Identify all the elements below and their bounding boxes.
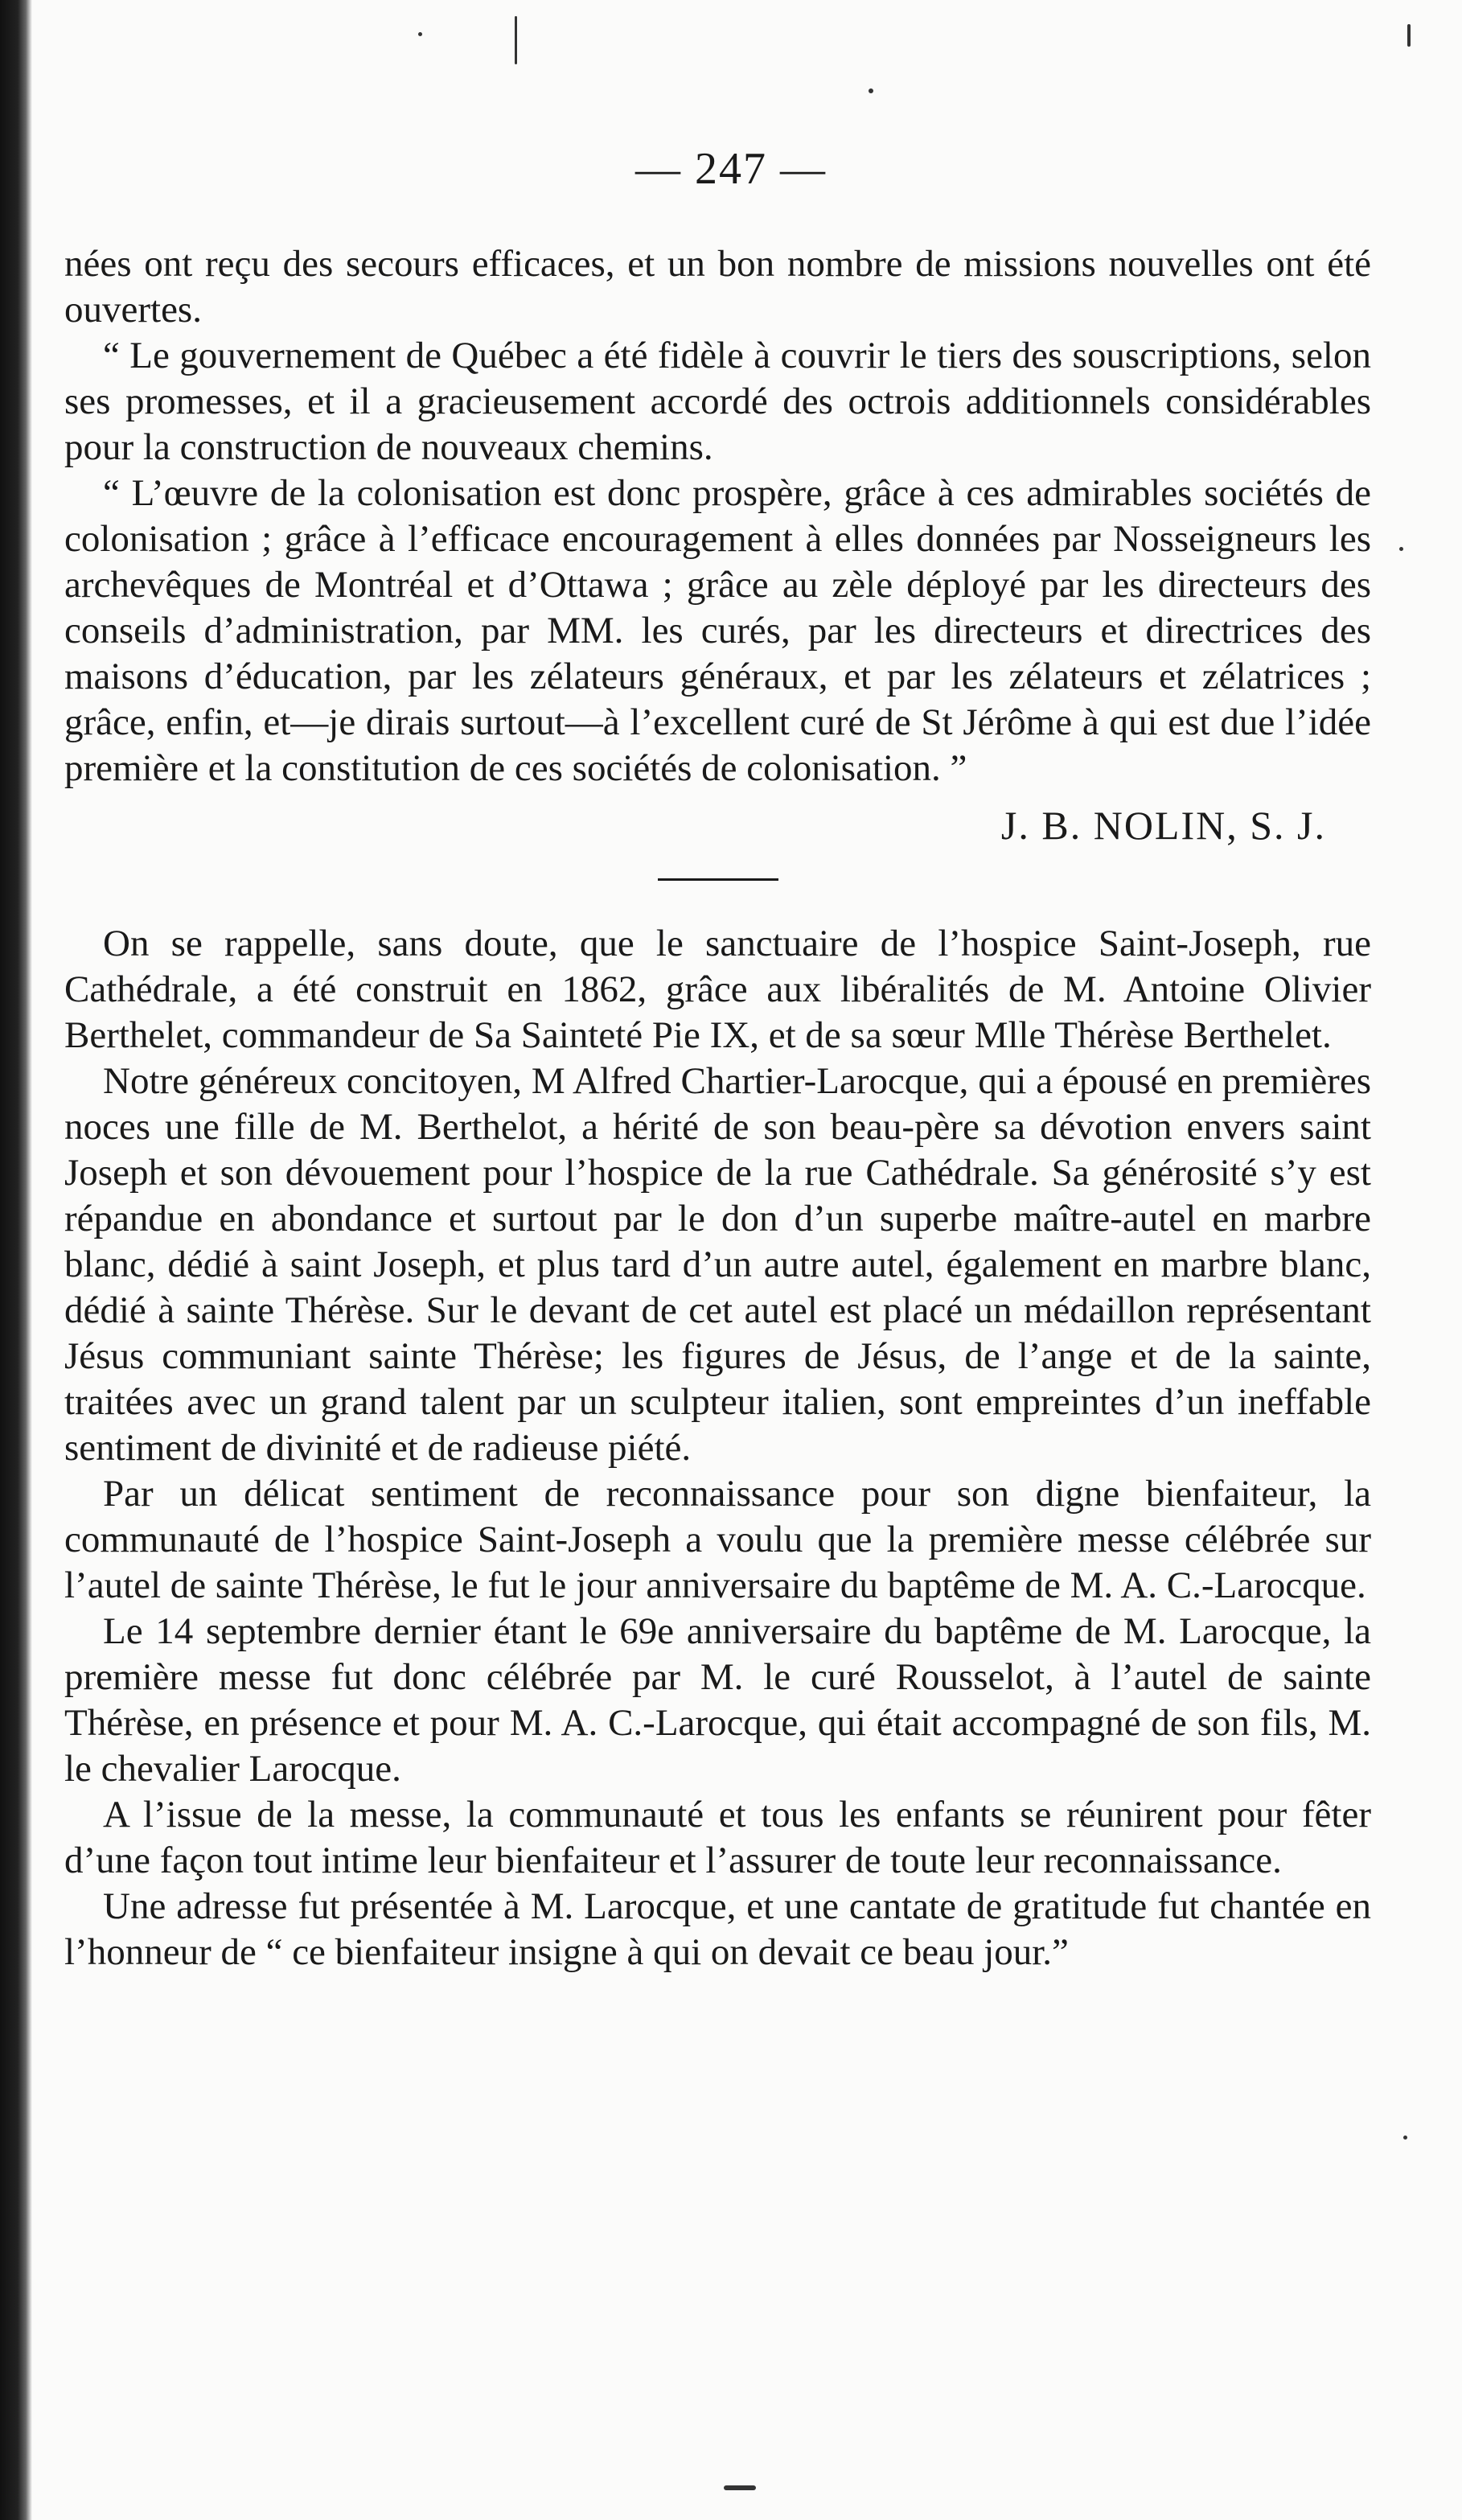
book-spine-shadow <box>0 0 32 2520</box>
scan-speck <box>1403 2136 1407 2140</box>
scan-speck <box>418 32 422 36</box>
paragraph-first-mass: Par un délicat sentiment de reconnaissance pour son digne bienfaiteur, la communauté de l’hospice Saint-Joseph a voulu que la première messe célébrée sur l’autel de sainte Thérèse, le fut le jour anniversaire du baptême de M. A. C.-Larocque. <box>64 1473 1371 1606</box>
paragraph-government-quote: “ Le gouvernement de Québec a été fidèle à couvrir le tiers des souscriptions, selon ses promesses, et il a gracieusement accordé des octrois additionnels considérables pour la construction de nouveaux chemins. <box>64 335 1371 468</box>
paragraph-september: Le 14 septembre dernier étant le 69e anniversaire du baptême de M. Larocque, la première messe fut donc célébrée par M. le curé Rousselot, à l’autel de sainte Thérèse, en présence et pour M. A. C.-Larocque, qui était accompagné de son fils, M. le chevalier Larocque. <box>64 1610 1371 1790</box>
page-number: — 247 — <box>635 144 827 194</box>
paragraph-address-cantata: Une adresse fut présentée à M. Larocque, et une cantate de gratitude fut chantée en l’honneur de “ ce bienfaiteur insigne à qui on devait ce beau jour.” <box>64 1885 1371 1973</box>
paragraph-celebration: A l’issue de la messe, la communauté et tous les enfants se réunirent pour fêter d’une façon tout intime leur bienfaiteur et l’assurer de toute leur reconnaissance. <box>64 1794 1371 1881</box>
section-divider <box>658 878 778 881</box>
paragraph-colonisation-quote: “ L’œuvre de la colonisation est donc prospère, grâce à ces admirables sociétés de colonisation ; grâce à l’efficace encouragement à elles données par Nosseigneurs les archevêques de Montréal et d’Ottawa ; grâce au zèle déployé par les directeurs des conseils d’administration, par MM. les curés, par les directeurs et directrices des maisons d’éducation, par les zélateurs généraux, et par les zélateurs et zélatrices ; grâce, enfin, et—je dirais surtout—à l’excellent curé de St Jérôme à qui est due l’idée première et la constitution de ces sociétés de colonisation. ” <box>64 472 1371 789</box>
paragraph-sanctuary: On se rappelle, sans doute, que le sanctuaire de l’hospice Saint-Joseph, rue Cathédrale, a été construit en 1862, grâce aux libéralités de M. Antoine Olivier Berthelet, commandeur de Sa Sainteté Pie IX, et de sa sœur Mlle Thérèse Berthelet. <box>64 923 1371 1056</box>
text-column <box>64 241 1371 1975</box>
scan-speck <box>1407 24 1411 47</box>
scan-speck <box>724 2485 756 2490</box>
paragraph-larocque-gifts: Notre généreux concitoyen, M Alfred Chartier-Larocque, qui a épousé en premières noces une fille de M. Berthelot, a hérité de son beau-père sa dévotion envers saint Joseph et son dévouement pour l’hospice de la rue Cathédrale. Sa générosité s’y est répandue en abondance et surtout par le don d’un superbe maître-autel en marbre blanc, dédié à saint Joseph, et plus tard d’un autre autel, également en marbre blanc, dédié à sainte Thérèse. Sur le devant de cet autel est placé un médaillon représentant Jésus communiant sainte Thérèse; les figures de Jésus, de l’ange et de la sainte, traitées avec un grand talent par un sculpteur italien, sont empreintes d’un ineffable sentiment de divinité et de radieuse piété. <box>64 1060 1371 1469</box>
scan-speck <box>869 88 873 93</box>
signature: J. B. NOLIN, S. J. <box>1000 803 1326 848</box>
paragraph-continuation: nées ont reçu des secours efficaces, et un bon nombre de missions nouvelles ont été ouvertes. <box>64 243 1371 331</box>
scan-speck <box>1399 547 1403 551</box>
scan-speck <box>515 16 517 64</box>
